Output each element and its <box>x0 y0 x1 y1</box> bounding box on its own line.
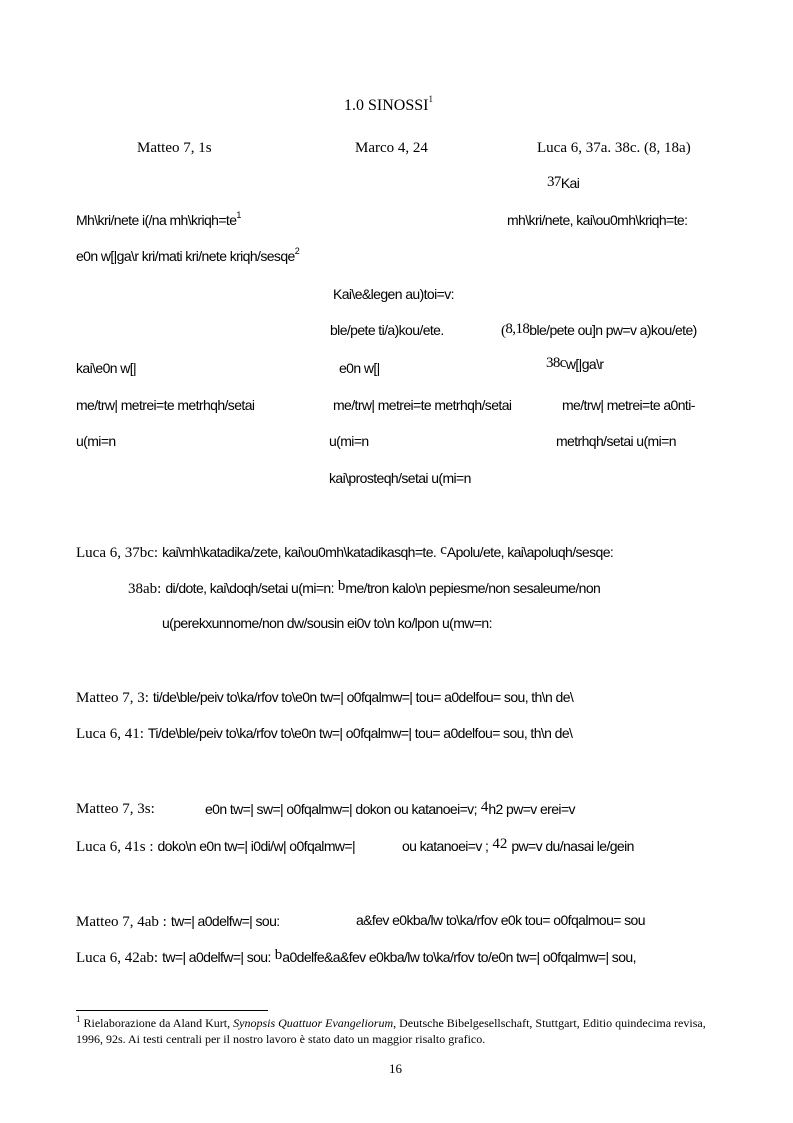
passage-luca-38ab: 38ab: di/dote, kai\doqh/setai u(mi=n: $^b$me/tron kalo\n pepiesme/non sesaleume/non <box>128 578 601 597</box>
footnote-ref: 2 <box>294 246 300 256</box>
header-matteo: Matteo 7, 1s <box>137 140 212 156</box>
passage-luca-38ab-cont: u(perekxunnome/non dw/sousin ei0v to\n ko/lpon u(mw=n: <box>162 615 492 631</box>
sinossi-luca-r6: $^{38c}$w[|ga\r <box>546 355 604 372</box>
sinossi-luca-r1: $^{37}$Kai <box>547 174 580 191</box>
sinossi-luca-r8: metrhqh/setai u(mi=n <box>556 433 676 449</box>
footnote-number: 1 <box>76 1014 81 1024</box>
sinossi-matteo-r3: e0n w[|ga\r kri/mati kri/nete kriqh/sesqe$^2$ <box>76 246 300 264</box>
verse-number: 37 <box>547 174 561 190</box>
sinossi-luca-r5: ($^{8,18}$ble/pete ou]n pw=v a)kou/ete) <box>501 321 697 339</box>
verse-number: 8,18 <box>505 321 530 337</box>
passage-label: 38ab: <box>128 581 162 597</box>
passage-matteo-7-4ab: Matteo 7, 4ab : tw=| a0delfw=| sou: <box>76 913 280 930</box>
verse-number: 38c <box>546 355 566 371</box>
header-marco: Marco 4, 24 <box>355 140 428 156</box>
passage-label-matteo-7-3s: Matteo 7, 3s: <box>76 801 155 817</box>
passage-label: Luca 6, 37bc: <box>76 545 159 561</box>
passage-matteo-7-4ab-cont: a&fev e0kba/lw to\ka/rfov e0k tou= o0fqalmou= sou <box>356 912 645 928</box>
passage-matteo-7-3s: e0n tw=| sw=| o0fqalmw=| dokon ou katanoei=v; $^4$h2 pw=v erei=v <box>205 799 575 817</box>
passage-luca-37bc: Luca 6, 37bc: kai\mh\katadika/zete, kai\ou0mh\katadikasqh=te. $^c$Apolu/ete, kai\apoluqh/sesqe: <box>76 542 614 561</box>
sinossi-matteo-r8: u(mi=n <box>76 433 116 449</box>
passage-luca-6-41s-cont: ou katanoei=v ; $^{42}$ pw=v du/nasai le/gein <box>402 836 634 854</box>
sinossi-matteo-r7: me/trw| metrei=te metrhqh/setai <box>76 397 255 413</box>
passage-luca-6-41: Luca 6, 41: Ti/de\ble/peiv to\ka/rfov to\e0n tw=| o0fqalmw=| tou= a0delfou= sou, th\n de\ <box>76 725 573 742</box>
footnote-separator <box>76 1010 268 1011</box>
sinossi-marco-r4: Kai\e&legen au)toi=v: <box>333 286 454 302</box>
sinossi-marco-r8: u(mi=n <box>329 433 369 449</box>
footnote: $^1$ Rielaborazione da Aland Kurt, Synopsis Quattuor Evangeliorum, Deutsche Bibelgesellschaft, Stuttgart, Editio quindecima revisa, 1996, 92s. Ai testi centrali per il nostro lavoro è stato dato un maggior risalto grafico. <box>76 1014 706 1046</box>
footnote-title: Synopsis Quattuor Evangeliorum <box>233 1016 394 1030</box>
sinossi-matteo-r2: Mh\kri/nete i(/na $mh\backslash kriqh=te^1$ <box>76 210 241 228</box>
passage-label: Matteo 7, 3: <box>76 690 149 706</box>
passage-label: Luca 6, 42ab: <box>76 950 159 966</box>
passage-luca-6-41s: Luca 6, 41s : doko\n e0n tw=| i0di/w| o0fqalmw=| <box>76 838 356 855</box>
title-text: 1.0 SINOSSI <box>344 97 429 114</box>
sinossi-matteo-r6: kai\e0n w[| <box>76 360 137 376</box>
sinossi-luca-r2: mh\kri/nete, kai\ou0mh\kriqh=te: <box>507 212 688 228</box>
sinossi-marco-r9: kai\prosteqh/setai u(mi=n <box>329 470 471 486</box>
passage-luca-6-42ab: Luca 6, 42ab: tw=| a0delfw=| sou: $^b$a0delfe&a&fev e0kba/lw to\ka/rfov to/e0n tw=| o0fqalmw=| sou, <box>76 947 636 966</box>
passage-label: Luca 6, 41s : <box>76 839 154 855</box>
sinossi-luca-r7: me/trw| metrei=te a0nti- <box>562 397 695 413</box>
header-luca: Luca 6, 37a. 38c. (8, 18a) <box>537 140 691 156</box>
sinossi-marco-r5: ble/pete ti/a)kou/ete. <box>330 322 444 338</box>
page-title <box>344 96 433 115</box>
passage-label: Matteo 7, 4ab : <box>76 914 167 930</box>
passage-matteo-7-3: Matteo 7, 3: ti/de\ble/peiv to\ka/rfov to\e0n tw=| o0fqalmw=| tou= a0delfou= sou, th\n de\ <box>76 689 574 706</box>
page-number: 16 <box>389 1061 402 1076</box>
sinossi-marco-r7: me/trw| metrei=te metrhqh/setai <box>333 397 512 413</box>
passage-label: Luca 6, 41: <box>76 726 144 742</box>
footnote-ref: 1 <box>236 210 241 220</box>
sinossi-marco-r6: e0n w[| <box>339 360 380 376</box>
title-footnote-ref: 1 <box>428 94 433 104</box>
